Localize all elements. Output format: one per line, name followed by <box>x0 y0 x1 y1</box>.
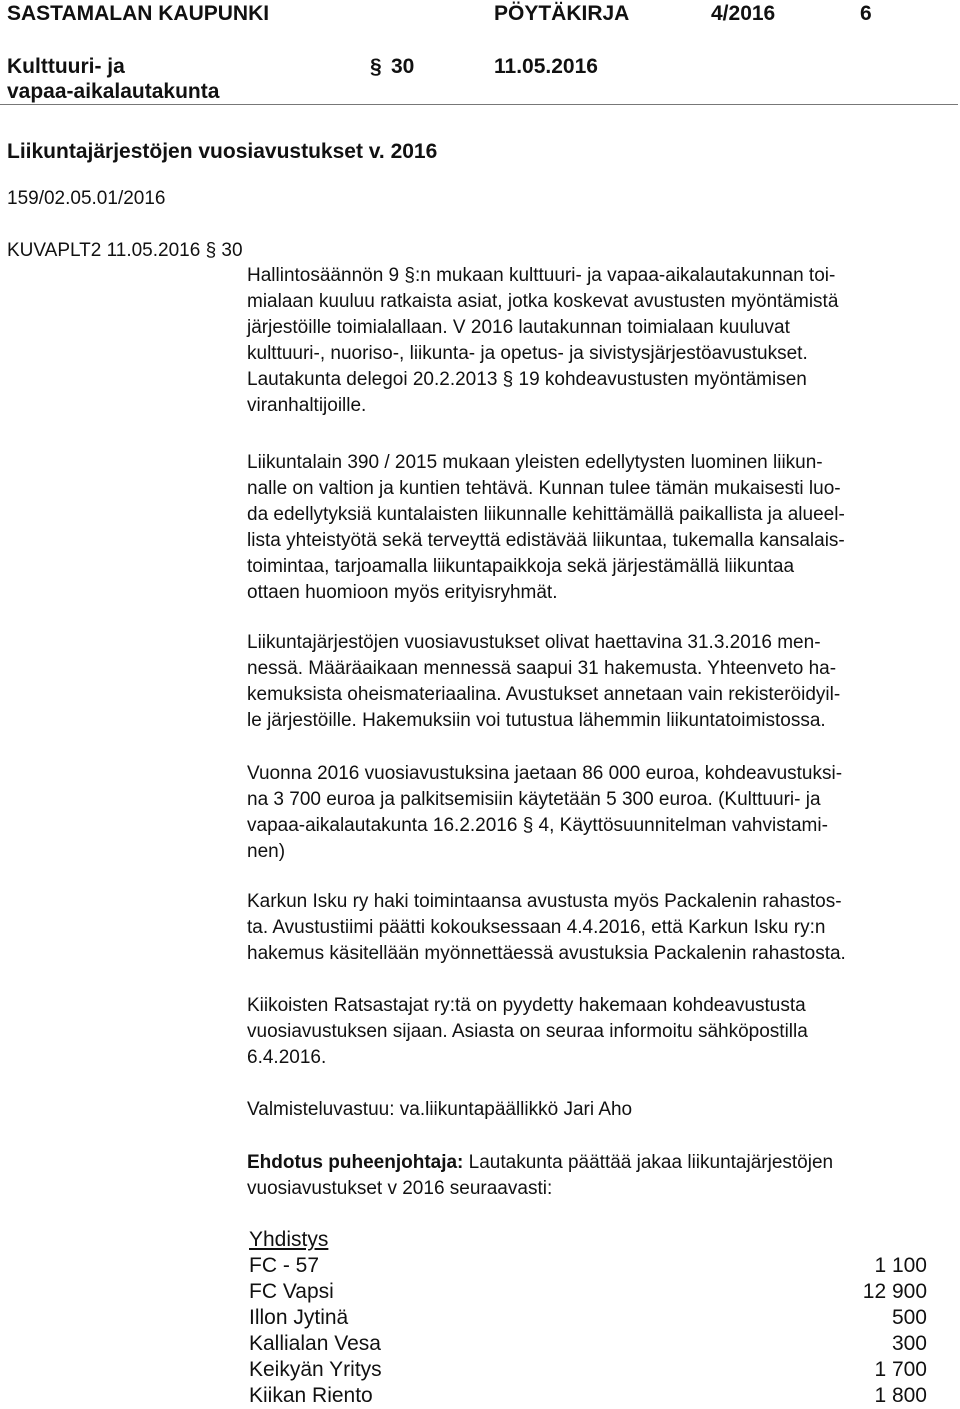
text-line: vuosiavustuksen sijaan. Asiasta on seuraa informoitu sähköpostilla <box>247 1021 808 1042</box>
committee-line-2: vapaa-aikalautakunta <box>7 80 220 103</box>
text-line: hakemus käsitellään myönnettäessä avustuksia Packalenin rahastosta. <box>247 943 846 964</box>
header-divider <box>0 104 958 105</box>
text-line: kemuksista oheismateriaalina. Avustukset annetaan vain rekisteröidyil- <box>247 684 841 705</box>
association-name: FC - 57 <box>249 1254 320 1277</box>
text-line: mialaan kuuluu ratkaista asiat, jotka koskevat avustusten myöntämistä <box>247 291 839 312</box>
grant-amount: 300 <box>891 1332 927 1355</box>
grant-amount: 1 700 <box>874 1358 927 1381</box>
text-line: Vuonna 2016 vuosiavustuksina jaetaan 86 000 euroa, kohdeavustuksi- <box>247 763 843 784</box>
text-line: nalle on valtion ja kuntien tehtävä. Kunnan tulee tämän mukaisesti luo- <box>247 478 841 499</box>
paragraph-kiikoisten-ratsastajat <box>247 993 957 1071</box>
association-name: Kiikan Riento <box>249 1384 373 1407</box>
text-line: Kiikoisten Ratsastajat ry:tä on pyydetty hakemaan kohdeavustusta <box>247 995 806 1016</box>
committee-line-1: Kulttuuri- ja <box>7 55 125 78</box>
table-row <box>249 1357 927 1383</box>
reference-number: 159/02.05.01/2016 <box>7 188 166 209</box>
text-line: järjestöille toimialallaan. V 2016 lautakunnan toimialaan kuuluvat <box>247 317 790 338</box>
table-row <box>249 1383 927 1409</box>
paragraph-applications <box>247 630 957 734</box>
text-line: Liikuntajärjestöjen vuosiavustukset olivat haettavina 31.3.2016 men- <box>247 632 821 653</box>
text-line: kulttuuri-, nuoriso-, liikunta- ja opetus- ja sivistysjärjestöavustukset. <box>247 343 808 364</box>
association-name: Kallialan Vesa <box>249 1332 381 1355</box>
proposal-label: Ehdotus puheenjohtaja: <box>247 1152 464 1173</box>
text-line: ta. Avustustiimi päätti kokouksessaan 4.4.2016, että Karkun Isku ry:n <box>247 917 826 938</box>
proposal-text: Lautakunta päättää jakaa liikuntajärjestöjen <box>463 1152 834 1173</box>
doc-number: 4/2016 <box>711 2 776 25</box>
text-line: Hallintosäännön 9 §:n mukaan kulttuuri- ja vapaa-aikalautakunnan toi- <box>247 265 836 286</box>
text-line: da edellytyksiä kuntalaisten liikunnalle kehittämällä paikallista ja alueel- <box>247 504 845 525</box>
meeting-reference: KUVAPLT2 11.05.2016 § 30 <box>7 240 243 261</box>
text-line: 6.4.2016. <box>247 1047 327 1068</box>
proposal-line-2: vuosiavustukset v 2016 seuraavasti: <box>247 1178 553 1199</box>
text-line: vapaa-aikalautakunta 16.2.2016 § 4, Käyttösuunnitelman vahvistami- <box>247 815 828 836</box>
grant-amount: 12 900 <box>862 1280 927 1303</box>
text-line: Valmisteluvastuu: va.liikuntapäällikkö Jari Aho <box>247 1099 633 1120</box>
text-line: na 3 700 euroa ja palkitsemisiin käytetään 5 300 euroa. (Kulttuuri- ja <box>247 789 821 810</box>
text-line: toimintaa, tarjoamalla liikuntapaikkoja sekä järjestämällä liikuntaa <box>247 556 795 577</box>
table-row <box>249 1305 927 1331</box>
paragraph-preparer <box>247 1097 957 1123</box>
text-line: le järjestöille. Hakemuksiin voi tutustua lähemmin liikuntatoimistossa. <box>247 710 826 731</box>
proposal <box>247 1150 957 1202</box>
org-name: SASTAMALAN KAUPUNKI <box>7 2 270 25</box>
page-number: 6 <box>860 2 872 25</box>
table-row <box>249 1279 927 1305</box>
grant-amount: 1 800 <box>874 1384 927 1407</box>
text-line: nen) <box>247 841 286 862</box>
text-line: Liikuntalain 390 / 2015 mukaan yleisten edellytysten luominen liikun- <box>247 452 823 473</box>
section-number: 30 <box>391 55 415 78</box>
text-line: Karkun Isku ry haki toimintaansa avustusta myös Packalenin rahastos- <box>247 891 842 912</box>
text-line: nessä. Määräaikaan mennessä saapui 31 hakemusta. Yhteenveto ha- <box>247 658 837 679</box>
text-line: viranhaltijoille. <box>247 395 367 416</box>
table-row <box>249 1331 927 1357</box>
table-header: Yhdistys <box>249 1228 329 1251</box>
text-line: ottaen huomioon myös erityisryhmät. <box>247 582 558 603</box>
meeting-date: 11.05.2016 <box>494 55 598 78</box>
paragraph-sports-law <box>247 450 957 606</box>
paragraph-budget <box>247 761 957 865</box>
association-name: Keikyän Yritys <box>249 1358 382 1381</box>
case-title: Liikuntajärjestöjen vuosiavustukset v. 2016 <box>7 140 438 163</box>
table-row <box>249 1253 927 1279</box>
association-name: Illon Jytinä <box>249 1306 349 1329</box>
section-sign: § <box>370 55 382 78</box>
allocation-table <box>249 1227 927 1409</box>
proposal-line-1 <box>247 1150 957 1176</box>
paragraph-karkun-isku <box>247 889 957 967</box>
text-line: lista yhteistyötä sekä terveyttä edistävää liikuntaa, tukemalla kansalais- <box>247 530 845 551</box>
association-name: FC Vapsi <box>249 1280 334 1303</box>
grant-amount: 1 100 <box>874 1254 927 1277</box>
grant-amount: 500 <box>891 1306 927 1329</box>
paragraph-administration-rule <box>247 263 957 419</box>
doc-type: PÖYTÄKIRJA <box>494 2 630 25</box>
text-line: Lautakunta delegoi 20.2.2013 § 19 kohdeavustusten myöntämisen <box>247 369 807 390</box>
